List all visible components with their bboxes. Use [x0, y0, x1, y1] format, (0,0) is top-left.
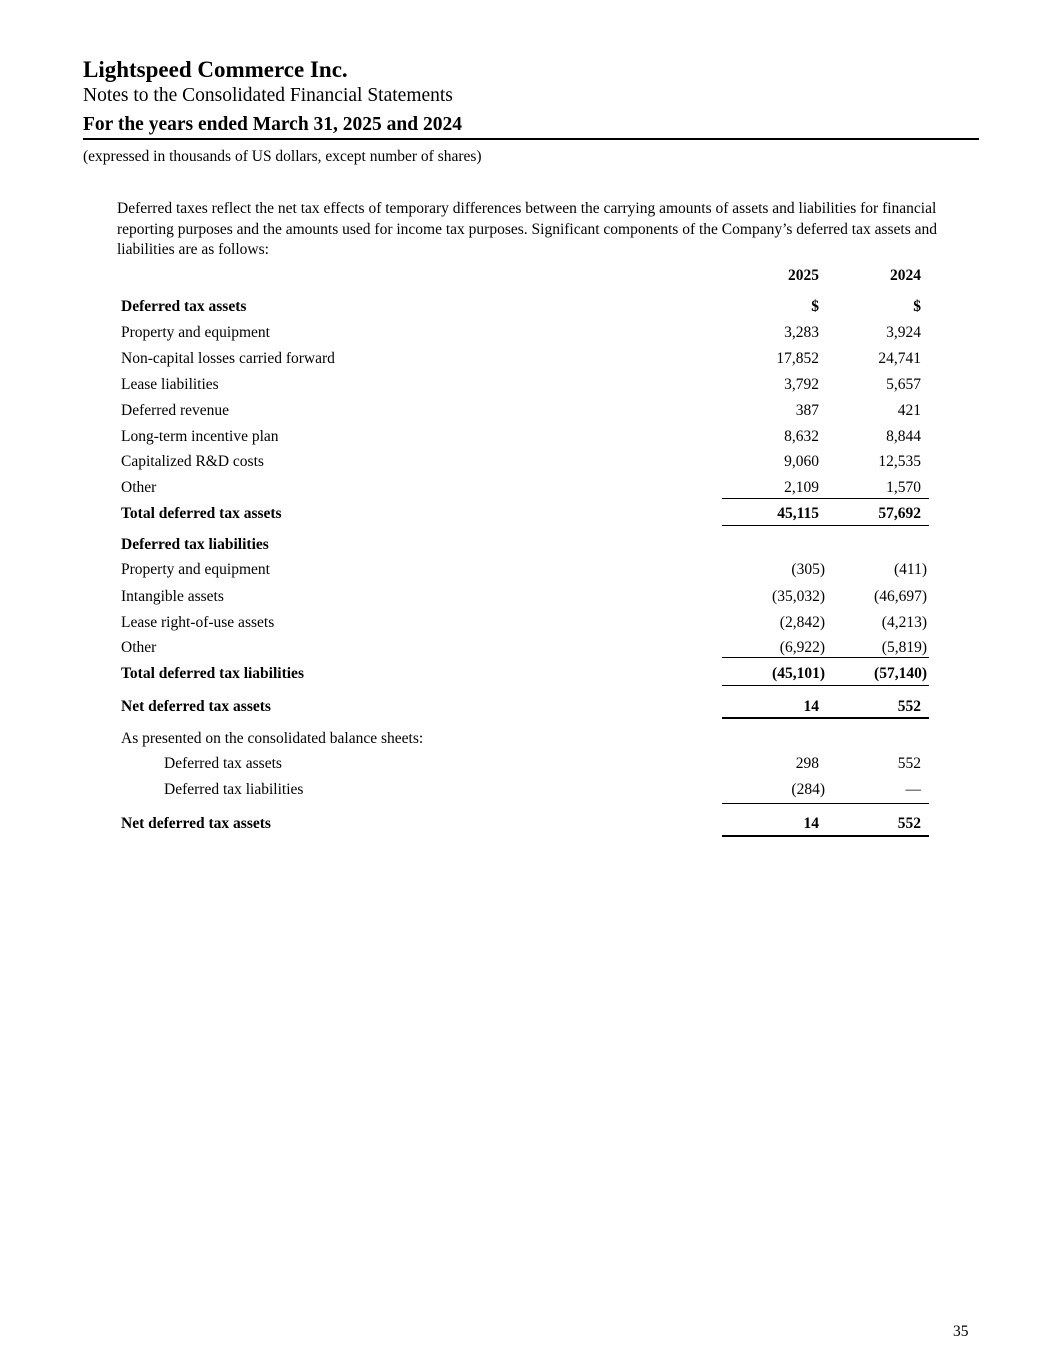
- table-row: [121, 536, 929, 558]
- total-rule: [722, 835, 826, 837]
- value-2025: 14: [803, 698, 819, 715]
- row-label: As presented on the consolidated balance sheets:: [121, 730, 424, 747]
- value-2024: (411): [894, 561, 927, 578]
- value-2024: 1,570: [886, 479, 921, 496]
- value-2025: (305): [791, 561, 825, 578]
- table-row: [121, 428, 929, 450]
- row-label: Deferred tax liabilities: [164, 781, 304, 798]
- value-2025: 3,792: [784, 376, 819, 393]
- value-2024: (5,819): [881, 639, 927, 656]
- value-2024: 8,844: [886, 428, 921, 445]
- column-header-2025: 2025: [788, 267, 819, 284]
- table-row: [121, 730, 929, 752]
- value-2024: 3,924: [886, 324, 921, 341]
- total-rule: [722, 525, 826, 526]
- total-rule: [826, 717, 929, 719]
- value-2025: 298: [795, 755, 819, 772]
- table-row: [121, 505, 929, 527]
- table-row: [121, 755, 929, 777]
- value-2024: 5,657: [886, 376, 921, 393]
- document-subtitle: Notes to the Consolidated Financial Statements: [83, 85, 453, 106]
- value-2024: 57,692: [878, 505, 921, 522]
- value-2024: 552: [897, 815, 921, 832]
- value-2025: 45,115: [777, 505, 819, 522]
- table-row: [121, 815, 929, 837]
- units-note: (expressed in thousands of US dollars, except number of shares): [83, 148, 482, 165]
- table-row: [121, 781, 929, 803]
- reporting-period: For the years ended March 31, 2025 and 2024: [83, 114, 462, 135]
- value-2025: 9,060: [784, 453, 819, 470]
- row-label: Long-term incentive plan: [121, 428, 279, 445]
- table-row: [121, 350, 929, 372]
- row-label: Net deferred tax assets: [121, 815, 271, 832]
- value-2025: 17,852: [776, 350, 819, 367]
- row-label: Property and equipment: [121, 324, 270, 341]
- value-2024: —: [905, 781, 921, 798]
- total-rule: [722, 657, 826, 658]
- table-row: [121, 453, 929, 475]
- header-divider: [83, 138, 979, 140]
- row-label: Intangible assets: [121, 588, 224, 605]
- value-2024: (57,140): [874, 665, 927, 682]
- value-2025: 8,632: [784, 428, 819, 445]
- value-2024: 552: [897, 755, 921, 772]
- row-label: Net deferred tax assets: [121, 698, 271, 715]
- value-2025: $: [811, 298, 819, 315]
- total-rule: [826, 685, 929, 686]
- value-2024: 12,535: [878, 453, 921, 470]
- row-label: Deferred revenue: [121, 402, 229, 419]
- total-rule: [722, 685, 826, 686]
- table-row: [121, 402, 929, 424]
- value-2024: (4,213): [881, 614, 927, 631]
- table-row: [121, 665, 929, 687]
- intro-paragraph: Deferred taxes reflect the net tax effects of temporary differences between the carrying amounts of assets and liabilities for financial reporting purposes and the amounts used for income tax purposes. Significant components of the Company’s deferred tax assets and liabilities are as follows:: [117, 200, 938, 258]
- column-header-2024: 2024: [890, 267, 921, 284]
- value-2025: 2,109: [784, 479, 819, 496]
- value-2025: (45,101): [772, 665, 825, 682]
- row-label: Lease right-of-use assets: [121, 614, 275, 631]
- value-2024: 552: [897, 698, 921, 715]
- table-row: [121, 561, 929, 583]
- column-headers: [121, 267, 929, 289]
- row-label: Lease liabilities: [121, 376, 219, 393]
- value-2025: (6,922): [779, 639, 825, 656]
- row-label: Property and equipment: [121, 561, 270, 578]
- value-2025: 14: [803, 815, 819, 832]
- total-rule: [826, 803, 929, 804]
- value-2025: 387: [795, 402, 819, 419]
- value-2025: (35,032): [772, 588, 825, 605]
- total-rule: [826, 835, 929, 837]
- total-rule: [826, 525, 929, 526]
- row-label: Deferred tax assets: [121, 298, 247, 315]
- row-label: Total deferred tax assets: [121, 505, 282, 522]
- value-2025: 3,283: [784, 324, 819, 341]
- total-rule: [722, 717, 826, 719]
- total-rule: [826, 498, 929, 499]
- value-2024: (46,697): [874, 588, 927, 605]
- company-name: Lightspeed Commerce Inc.: [83, 57, 348, 82]
- page-number: 35: [953, 1323, 969, 1340]
- value-2024: 421: [897, 402, 921, 419]
- row-label: Deferred tax liabilities: [121, 536, 269, 553]
- row-label: Non-capital losses carried forward: [121, 350, 335, 367]
- value-2025: (2,842): [779, 614, 825, 631]
- total-rule: [722, 803, 826, 804]
- row-label: Deferred tax assets: [164, 755, 282, 772]
- row-label: Capitalized R&D costs: [121, 453, 264, 470]
- total-rule: [722, 498, 826, 499]
- total-rule: [826, 657, 929, 658]
- table-row: [121, 324, 929, 346]
- value-2024: 24,741: [878, 350, 921, 367]
- table-row: [121, 614, 929, 636]
- row-label: Other: [121, 479, 157, 496]
- row-label: Other: [121, 639, 157, 656]
- table-row: [121, 298, 929, 320]
- value-2025: (284): [791, 781, 825, 798]
- value-2024: $: [913, 298, 921, 315]
- row-label: Total deferred tax liabilities: [121, 665, 304, 682]
- table-row: [121, 588, 929, 610]
- table-row: [121, 376, 929, 398]
